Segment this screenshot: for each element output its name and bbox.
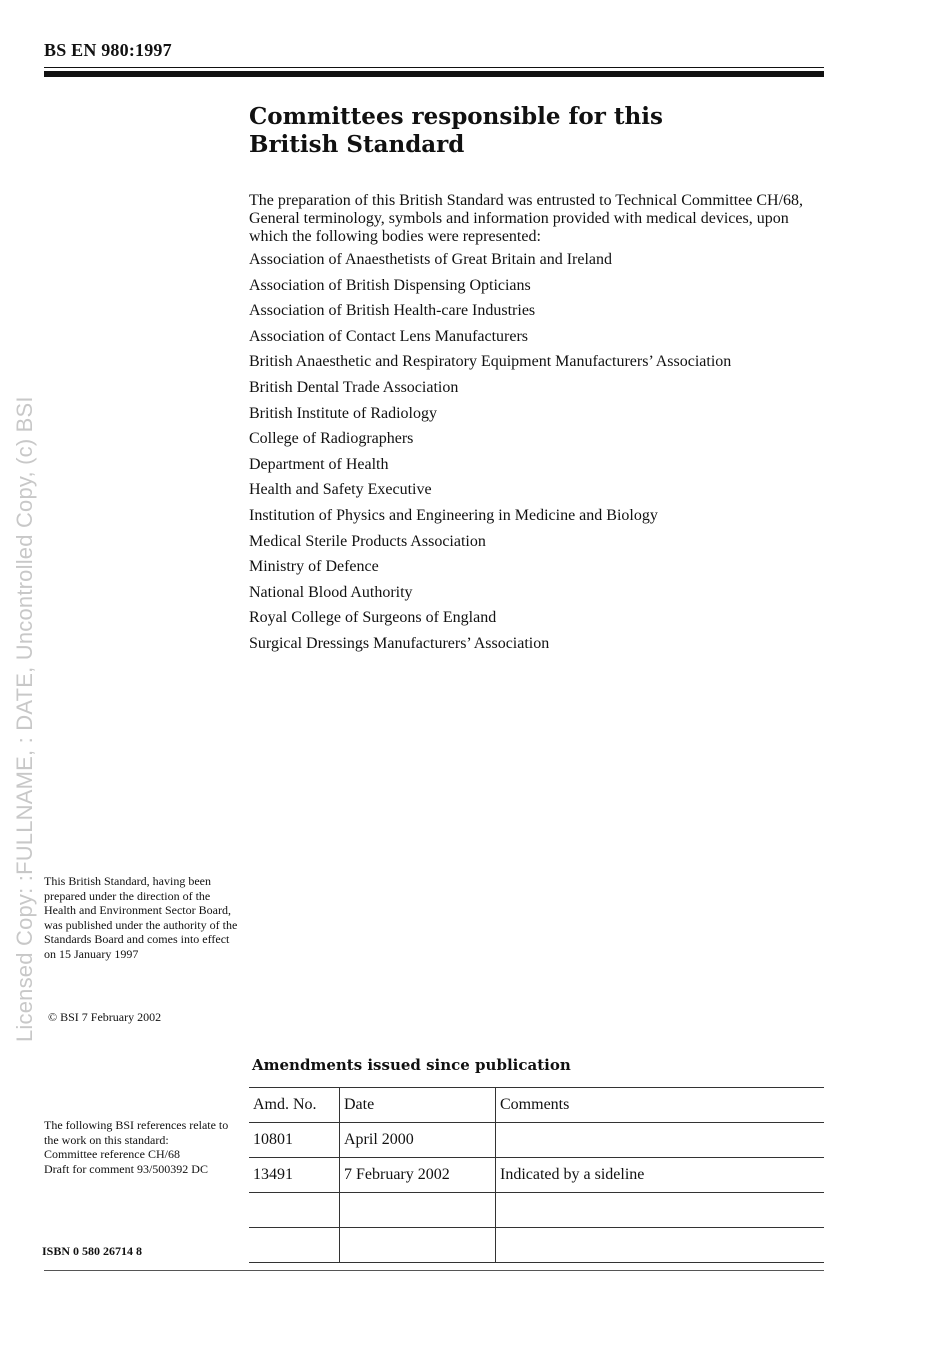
document-code: BS EN 980:1997 [44, 40, 172, 60]
represented-body: Medical Sterile Products Association [249, 532, 486, 550]
table-row [249, 1123, 824, 1158]
comments-cell [496, 1123, 825, 1158]
represented-body: British Dental Trade Association [249, 378, 459, 396]
draft-reference: Draft for comment 93/500392 DC [44, 1161, 208, 1176]
committee-reference: Committee reference CH/68 [44, 1147, 180, 1161]
represented-body: Surgical Dressings Manufacturers’ Association [249, 634, 550, 652]
page-title-line-2: British Standard [249, 131, 465, 158]
copyright-note: © BSI 7 February 2002 [48, 1010, 162, 1024]
table-row [249, 1228, 824, 1263]
page-title-line-1: Committees responsible for this [249, 103, 663, 130]
committee-intro: The preparation of this British Standard was entrusted to Technical Committee CH/68, General terminology, symbols and information provided with medical devices, upon which the following bodies were represented: [249, 192, 804, 245]
header-rule-thin [44, 67, 824, 68]
isbn: ISBN 0 580 26714 8 [42, 1244, 143, 1258]
represented-body: Health and Safety Executive [249, 481, 432, 499]
header-rule-thick [44, 71, 824, 77]
comments-cell [496, 1193, 825, 1228]
date-cell [340, 1193, 496, 1228]
comments-cell: Indicated by a sideline [496, 1158, 825, 1193]
represented-body: Association of Contact Lens Manufacturers [249, 327, 529, 345]
comments-cell [496, 1228, 825, 1263]
amd-no-cell [249, 1193, 340, 1228]
license-watermark: Licensed Copy: :FULLNAME, : DATE, Uncontrolled Copy, (c) BSI [12, 396, 37, 1042]
represented-body: Department of Health [249, 455, 389, 473]
represented-body: Association of British Health-care Industries [249, 302, 536, 320]
footer-rule [44, 1270, 824, 1271]
represented-body: Association of Anaesthetists of Great Britain and Ireland [249, 251, 613, 268]
represented-body: Royal College of Surgeons of England [249, 609, 497, 627]
represented-body: British Anaesthetic and Respiratory Equipment Manufacturers’ Association [249, 353, 732, 371]
bsi-references-intro: The following BSI references relate to the work on this standard: [44, 1118, 229, 1147]
represented-body: Institution of Physics and Engineering in Medicine and Biology [249, 506, 658, 524]
column-header-amd-no: Amd. No. [249, 1088, 340, 1123]
represented-body: Ministry of Defence [249, 558, 379, 576]
amendments-table [249, 1087, 824, 1263]
amd-no-cell [249, 1228, 340, 1263]
publication-note: This British Standard, having been prepared under the direction of the Health and Environment Sector Board, was published under the authority of the Standards Board and comes into effect on 15 January 1997 [44, 874, 238, 961]
date-cell [340, 1228, 496, 1263]
table-row [249, 1193, 824, 1228]
amd-no-cell: 13491 [249, 1158, 340, 1193]
represented-body: Association of British Dispensing Opticians [249, 276, 531, 294]
date-cell: April 2000 [340, 1123, 496, 1158]
column-header-comments: Comments [496, 1088, 825, 1123]
table-row [249, 1158, 824, 1193]
represented-bodies-list [249, 250, 731, 660]
date-cell: 7 February 2002 [340, 1158, 496, 1193]
bsi-references [44, 1118, 244, 1176]
amd-no-cell: 10801 [249, 1123, 340, 1158]
represented-body: National Blood Authority [249, 583, 413, 601]
table-header-row [249, 1088, 824, 1123]
represented-body: College of Radiographers [249, 430, 414, 448]
amendments-heading: Amendments issued since publication [252, 1056, 571, 1074]
represented-body: British Institute of Radiology [249, 404, 437, 422]
page-title [249, 103, 809, 159]
column-header-date: Date [340, 1088, 496, 1123]
